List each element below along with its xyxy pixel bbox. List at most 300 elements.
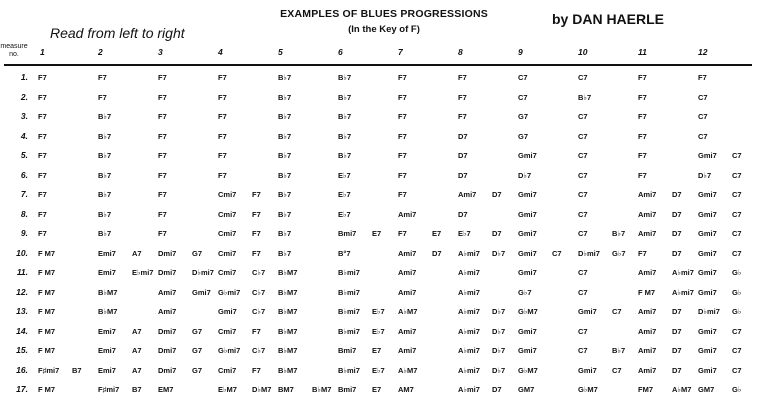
row-number: 9. <box>20 228 28 238</box>
measure-number: 7 <box>398 47 403 57</box>
chord-symbol: Cmi7 <box>218 190 237 199</box>
chord-symbol: F7 <box>638 112 647 121</box>
chord-symbol: D7 <box>672 307 682 316</box>
chord-symbol: D♭7 <box>492 248 506 258</box>
chord-symbol: F M7 <box>38 346 56 355</box>
chord-symbol: Dmi7 <box>158 268 177 277</box>
chord-symbol: B7 <box>132 385 142 394</box>
measure-number: 10 <box>578 47 588 57</box>
chord-symbol: F7 <box>158 92 167 102</box>
measure-number: 9 <box>518 47 523 57</box>
chord-symbol: F7 <box>218 131 227 141</box>
chord-symbol: B♭mi7 <box>338 287 360 297</box>
measure-number: 12 <box>698 47 708 57</box>
chord-symbol: F7 <box>698 73 707 82</box>
chord-symbol: F7 <box>38 170 47 180</box>
chord-symbol: B♭7 <box>98 229 112 238</box>
chord-symbol: B♭7 <box>612 229 626 238</box>
chord-symbol: Gmi7 <box>518 326 537 336</box>
chord-symbol: Gmi7 <box>698 151 717 160</box>
chord-symbol: F7 <box>158 190 167 199</box>
chord-symbol: C7 <box>732 248 742 258</box>
chord-symbol: F7 <box>218 170 227 180</box>
chord-symbol: Ami7 <box>638 307 657 316</box>
author-credit: by DAN HAERLE <box>552 11 665 27</box>
row-number: 4. <box>20 130 28 141</box>
chord-symbol: B♭M7 <box>278 326 298 336</box>
chord-symbol: F M7 <box>38 326 56 336</box>
chord-symbol: F7 <box>38 190 47 199</box>
chord-symbol: B♭M7 <box>98 287 118 297</box>
chord-symbol: C7 <box>732 209 742 219</box>
chord-symbol: B♭7 <box>98 151 112 160</box>
chord-symbol: Emi7 <box>98 248 116 258</box>
chord-symbol: C7 <box>732 229 742 238</box>
chord-symbol: F7 <box>638 151 647 160</box>
chord-symbol: E♭mi7 <box>132 268 154 277</box>
chord-symbol: C7 <box>732 326 742 336</box>
chord-symbol: Dmi7 <box>158 248 177 258</box>
chord-symbol: Cmi7 <box>218 365 237 375</box>
chord-symbol: F7 <box>398 131 407 141</box>
chord-symbol: C7 <box>698 112 708 121</box>
chord-symbol: C7 <box>578 209 588 219</box>
chord-symbol: Ami7 <box>458 190 477 199</box>
chord-symbol: A♭mi7 <box>458 268 480 277</box>
chord-symbol: A♭mi7 <box>672 268 694 277</box>
chord-symbol: B♭7 <box>278 248 292 258</box>
page-title: EXAMPLES OF BLUES PROGRESSIONS <box>280 8 488 20</box>
chord-symbol: B♭M7 <box>278 365 298 375</box>
chord-symbol: Emi7 <box>98 365 116 375</box>
chord-symbol: D♭7 <box>698 170 712 180</box>
progression-row <box>0 131 768 145</box>
row-number: 5. <box>20 150 28 160</box>
chord-symbol: B♭mi7 <box>338 307 360 316</box>
chord-symbol: F7 <box>38 229 47 238</box>
progression-row <box>0 345 768 359</box>
chord-symbol: Ami7 <box>398 326 417 336</box>
progression-row <box>0 170 768 184</box>
measure-number: 5 <box>278 47 283 57</box>
chord-symbol: Emi7 <box>98 346 116 355</box>
chord-symbol: C7 <box>578 268 588 277</box>
chord-symbol: F7 <box>638 131 647 141</box>
chord-symbol: C7 <box>612 307 622 316</box>
measure-number: 8 <box>458 47 463 57</box>
chord-symbol: G♭M7 <box>518 307 538 316</box>
chord-symbol: Ami7 <box>638 326 657 336</box>
chord-symbol: F7 <box>218 151 227 160</box>
chord-symbol: B♭M7 <box>278 346 298 355</box>
chord-symbol: C7 <box>698 131 708 141</box>
chord-symbol: B♭7 <box>98 209 112 219</box>
chord-symbol: B♭7 <box>278 92 292 102</box>
chord-symbol: F7 <box>252 248 261 258</box>
chord-symbol: D7 <box>432 248 442 258</box>
chord-symbol: E♭7 <box>458 229 471 238</box>
chord-symbol: F7 <box>158 73 167 82</box>
chord-symbol: A7 <box>132 365 142 375</box>
chord-symbol: Gmi7 <box>578 307 597 316</box>
header-rule <box>4 64 752 66</box>
chord-symbol: A♭mi7 <box>458 326 480 336</box>
chord-symbol: E♭7 <box>338 170 351 180</box>
chord-symbol: Cmi7 <box>218 326 237 336</box>
chord-symbol: C7 <box>578 170 588 180</box>
chord-symbol: B°7 <box>338 248 351 258</box>
row-number: 3. <box>20 111 28 121</box>
chord-symbol: F7 <box>638 92 647 102</box>
chord-symbol: F7 <box>398 73 407 82</box>
progression-row <box>0 72 768 86</box>
progression-row <box>0 365 768 379</box>
chord-symbol: F M7 <box>38 385 56 394</box>
chord-symbol: B♭7 <box>338 131 352 141</box>
chord-symbol: Cmi7 <box>218 209 237 219</box>
chord-symbol: D7 <box>492 385 502 394</box>
chord-symbol: Gmi7 <box>698 287 717 297</box>
chord-symbol: G7 <box>192 365 203 375</box>
chord-symbol: Gmi7 <box>518 151 537 160</box>
chord-symbol: D7 <box>672 248 682 258</box>
chord-symbol: B♭7 <box>98 190 112 199</box>
chord-symbol: Ami7 <box>398 248 417 258</box>
chord-symbol: B♭M7 <box>98 307 118 316</box>
chord-symbol: D7 <box>672 346 682 355</box>
chord-symbol: C7 <box>518 73 528 82</box>
chord-symbol: D♭7 <box>518 170 532 180</box>
measure-number: 6 <box>338 47 343 57</box>
chord-symbol: G7 <box>192 248 203 258</box>
chord-symbol: B♭7 <box>338 73 352 82</box>
row-number: 16. <box>16 364 28 375</box>
chord-symbol: G♭7 <box>612 248 626 258</box>
progression-row <box>0 248 768 262</box>
chord-symbol: F7 <box>38 209 47 219</box>
page-subtitle: (In the Key of F) <box>348 24 420 35</box>
chord-symbol: D♭7 <box>492 346 506 355</box>
chord-symbol: B♭7 <box>98 170 112 180</box>
chord-symbol: D7 <box>672 190 682 199</box>
chord-symbol: E♭7 <box>372 326 385 336</box>
chord-symbol: Bmi7 <box>338 385 357 394</box>
chord-symbol: F M7 <box>38 248 56 258</box>
chord-symbol: F7 <box>158 151 167 160</box>
chord-symbol: E7 <box>372 229 382 238</box>
chord-symbol: B♭M7 <box>278 287 298 297</box>
chord-symbol: F7 <box>458 92 467 102</box>
chord-symbol: F7 <box>398 170 407 180</box>
measure-number: 11 <box>638 47 647 57</box>
chord-symbol: D♭mi7 <box>192 268 214 277</box>
progression-row <box>0 287 768 301</box>
chord-symbol: C7 <box>698 92 708 102</box>
chord-symbol: F7 <box>218 112 227 121</box>
chord-symbol: Gmi7 <box>698 248 717 258</box>
chord-symbol: B♭M7 <box>278 307 298 316</box>
chord-symbol: C7 <box>732 365 742 375</box>
progression-row <box>0 326 768 340</box>
chord-symbol: G7 <box>518 131 529 141</box>
chord-symbol: B♭7 <box>278 229 292 238</box>
chord-symbol: F7 <box>398 229 407 238</box>
chord-symbol: A♭M7 <box>398 365 418 375</box>
chord-symbol: Dmi7 <box>158 346 177 355</box>
chord-symbol: E7 <box>372 385 382 394</box>
chord-symbol: G7 <box>192 326 203 336</box>
chord-symbol: F7 <box>98 92 107 102</box>
chord-symbol: F7 <box>158 170 167 180</box>
chord-symbol: F7 <box>398 92 407 102</box>
chord-symbol: B♭7 <box>278 190 292 199</box>
chord-symbol: B7 <box>72 365 82 375</box>
measure-number: 1 <box>40 47 45 57</box>
chord-symbol: A♭mi7 <box>458 287 480 297</box>
chord-symbol: C7 <box>732 190 742 199</box>
chord-symbol: E♭M7 <box>218 385 237 394</box>
chord-symbol: A♭mi7 <box>458 385 480 394</box>
chord-symbol: F7 <box>158 229 167 238</box>
chord-symbol: B♭7 <box>338 151 352 160</box>
chord-symbol: A♭mi7 <box>458 248 480 258</box>
reading-direction-note: Read from left to right <box>50 25 185 41</box>
chord-symbol: G♭M7 <box>518 365 538 375</box>
row-number: 17. <box>16 384 28 394</box>
chord-symbol: B♭7 <box>612 346 626 355</box>
chord-symbol: F7 <box>98 73 107 82</box>
chord-symbol: Ami7 <box>638 190 657 199</box>
chord-symbol: Gmi7 <box>518 229 537 238</box>
chord-symbol: C7 <box>578 190 588 199</box>
chord-symbol: G♭ <box>732 268 742 277</box>
measure-label-line1: measure <box>0 43 28 50</box>
chord-symbol: Gmi7 <box>518 268 537 277</box>
chord-symbol: B♭7 <box>338 112 352 121</box>
chord-symbol: F7 <box>252 326 261 336</box>
chord-symbol: E7 <box>432 229 442 238</box>
chord-symbol: GM7 <box>698 385 715 394</box>
chord-symbol: F7 <box>38 131 47 141</box>
chord-symbol: Gmi7 <box>518 190 537 199</box>
chord-symbol: B♭7 <box>578 92 592 102</box>
chord-symbol: D7 <box>458 151 468 160</box>
chord-symbol: Gmi7 <box>698 229 717 238</box>
chord-symbol: A7 <box>132 248 142 258</box>
chord-symbol: D♭7 <box>492 326 506 336</box>
chord-symbol: Cmi7 <box>218 248 237 258</box>
chord-symbol: E♭7 <box>372 307 385 316</box>
progression-row <box>0 209 768 223</box>
chord-symbol: Ami7 <box>638 268 657 277</box>
chord-symbol: C7 <box>732 151 742 160</box>
chord-symbol: E7 <box>372 346 382 355</box>
chord-symbol: C♭7 <box>252 287 266 297</box>
chord-symbol: D7 <box>458 131 468 141</box>
chord-symbol: Emi7 <box>98 326 116 336</box>
chord-symbol: C7 <box>578 287 588 297</box>
chord-symbol: F7 <box>38 73 47 82</box>
chord-symbol: Ami7 <box>158 307 177 316</box>
chord-symbol: A♭mi7 <box>458 346 480 355</box>
chord-symbol: Bmi7 <box>338 346 357 355</box>
progression-row <box>0 384 768 398</box>
chord-symbol: D7 <box>492 229 502 238</box>
chord-symbol: F7 <box>458 112 467 121</box>
progression-row <box>0 92 768 106</box>
chord-symbol: B♭7 <box>278 151 292 160</box>
chord-symbol: F7 <box>218 73 227 82</box>
chord-symbol: G♭ <box>732 287 742 297</box>
row-number: 12. <box>16 286 28 297</box>
chord-symbol: Ami7 <box>638 229 657 238</box>
chord-symbol: F7 <box>158 112 167 121</box>
chord-symbol: B♭mi7 <box>338 268 360 277</box>
chord-symbol: E♭7 <box>338 209 351 219</box>
chord-symbol: F7 <box>158 209 167 219</box>
chord-symbol: C♭7 <box>252 346 266 355</box>
chord-symbol: C7 <box>732 170 742 180</box>
chord-symbol: Gmi7 <box>698 209 717 219</box>
chord-symbol: F7 <box>252 209 261 219</box>
chord-symbol: EM7 <box>158 385 174 394</box>
chord-symbol: Gmi7 <box>698 268 717 277</box>
row-number: 14. <box>16 325 28 336</box>
row-number: 13. <box>16 306 28 316</box>
chord-symbol: Gmi7 <box>698 326 717 336</box>
chord-symbol: C7 <box>552 248 562 258</box>
progression-row <box>0 228 768 242</box>
chord-symbol: Ami7 <box>398 209 417 219</box>
chord-symbol: Gmi7 <box>518 248 537 258</box>
chord-symbol: F7 <box>38 92 47 102</box>
chord-symbol: Gmi7 <box>192 287 211 297</box>
chord-symbol: E♭7 <box>338 190 351 199</box>
measure-number: 2 <box>98 47 103 57</box>
chord-symbol: D♭mi7 <box>578 248 600 258</box>
chord-symbol: F7 <box>638 170 647 180</box>
chord-symbol: D7 <box>672 326 682 336</box>
chord-symbol: C7 <box>578 229 588 238</box>
chord-symbol: D7 <box>672 209 682 219</box>
chord-symbol: Gmi7 <box>518 209 537 219</box>
chord-symbol: F7 <box>252 229 261 238</box>
chord-symbol: F7 <box>38 112 47 121</box>
chord-symbol: Cmi7 <box>218 268 237 277</box>
chord-symbol: A7 <box>132 326 142 336</box>
row-number: 15. <box>16 345 28 355</box>
chord-symbol: C7 <box>612 365 622 375</box>
progression-row <box>0 267 768 281</box>
chord-symbol: A♭mi7 <box>672 287 694 297</box>
measure-label-line2: no. <box>9 51 19 58</box>
chord-symbol: Dmi7 <box>158 365 177 375</box>
row-number: 7. <box>20 189 28 199</box>
chord-symbol: D♭mi7 <box>698 307 720 316</box>
chord-symbol: Ami7 <box>398 287 417 297</box>
chord-symbol: D♭M7 <box>252 385 272 394</box>
chord-symbol: C7 <box>578 73 588 82</box>
chord-symbol: BM7 <box>278 385 294 394</box>
chord-symbol: F7 <box>398 190 407 199</box>
chord-symbol: C7 <box>518 92 528 102</box>
chord-symbol: C7 <box>578 326 588 336</box>
chord-symbol: G♭ <box>732 385 742 394</box>
chord-symbol: F M7 <box>38 268 56 277</box>
chord-symbol: G♭mi7 <box>218 346 241 355</box>
chord-symbol: B♭mi7 <box>338 326 360 336</box>
chord-symbol: Gmi7 <box>698 365 717 375</box>
chord-symbol: G7 <box>518 112 529 121</box>
measure-number: 3 <box>158 47 163 57</box>
chord-symbol: B♭7 <box>278 112 292 121</box>
chord-symbol: G♭7 <box>518 287 532 297</box>
chord-symbol: Ami7 <box>398 346 417 355</box>
row-number: 8. <box>20 208 28 219</box>
chord-symbol: F7 <box>218 92 227 102</box>
chord-symbol: B♭7 <box>278 170 292 180</box>
chord-symbol: C7 <box>732 346 742 355</box>
chord-symbol: Ami7 <box>158 287 177 297</box>
progression-row <box>0 150 768 164</box>
chord-symbol: A♭mi7 <box>458 365 480 375</box>
chord-symbol: C♭7 <box>252 307 266 316</box>
chord-symbol: F M7 <box>38 287 56 297</box>
chord-symbol: Gmi7 <box>518 346 537 355</box>
progression-row <box>0 189 768 203</box>
measure-number-label <box>0 43 28 59</box>
chord-symbol: F7 <box>252 365 261 375</box>
chord-symbol: C7 <box>578 151 588 160</box>
chord-symbol: F7 <box>158 131 167 141</box>
chord-symbol: B♭7 <box>278 209 292 219</box>
chord-symbol: D7 <box>458 209 468 219</box>
chord-symbol: C7 <box>578 112 588 121</box>
chord-symbol: A♭mi7 <box>458 307 480 316</box>
chord-symbol: D7 <box>492 190 502 199</box>
row-number: 6. <box>20 169 28 180</box>
chord-symbol: F♯mi7 <box>98 385 120 394</box>
chord-symbol: F7 <box>638 73 647 82</box>
chord-symbol: C7 <box>578 131 588 141</box>
chord-symbol: Gmi7 <box>698 346 717 355</box>
measure-number: 4 <box>218 47 223 57</box>
chord-symbol: D7 <box>672 229 682 238</box>
row-number: 1. <box>20 72 28 82</box>
chord-symbol: F♯mi7 <box>38 365 60 375</box>
chord-symbol: F7 <box>458 73 467 82</box>
chord-symbol: E♭7 <box>372 365 385 375</box>
chord-symbol: Cmi7 <box>218 229 237 238</box>
chord-symbol: Ami7 <box>638 209 657 219</box>
chord-symbol: B♭7 <box>278 131 292 141</box>
chord-symbol: Gmi7 <box>218 307 237 316</box>
chord-symbol: Gmi7 <box>698 190 717 199</box>
chord-symbol: D7 <box>458 170 468 180</box>
chord-symbol: F M7 <box>38 307 56 316</box>
chord-symbol: F M7 <box>638 287 656 297</box>
chord-symbol: B♭7 <box>98 131 112 141</box>
chord-symbol: F7 <box>252 190 261 199</box>
chord-symbol: GM7 <box>518 385 535 394</box>
chord-symbol: B♭M7 <box>312 385 332 394</box>
row-number: 2. <box>20 91 28 102</box>
chord-symbol: F7 <box>398 151 407 160</box>
chord-symbol: D7 <box>672 365 682 375</box>
chord-symbol: B♭7 <box>338 92 352 102</box>
chord-symbol: F7 <box>398 112 407 121</box>
chord-symbol: G♭ <box>732 307 742 316</box>
